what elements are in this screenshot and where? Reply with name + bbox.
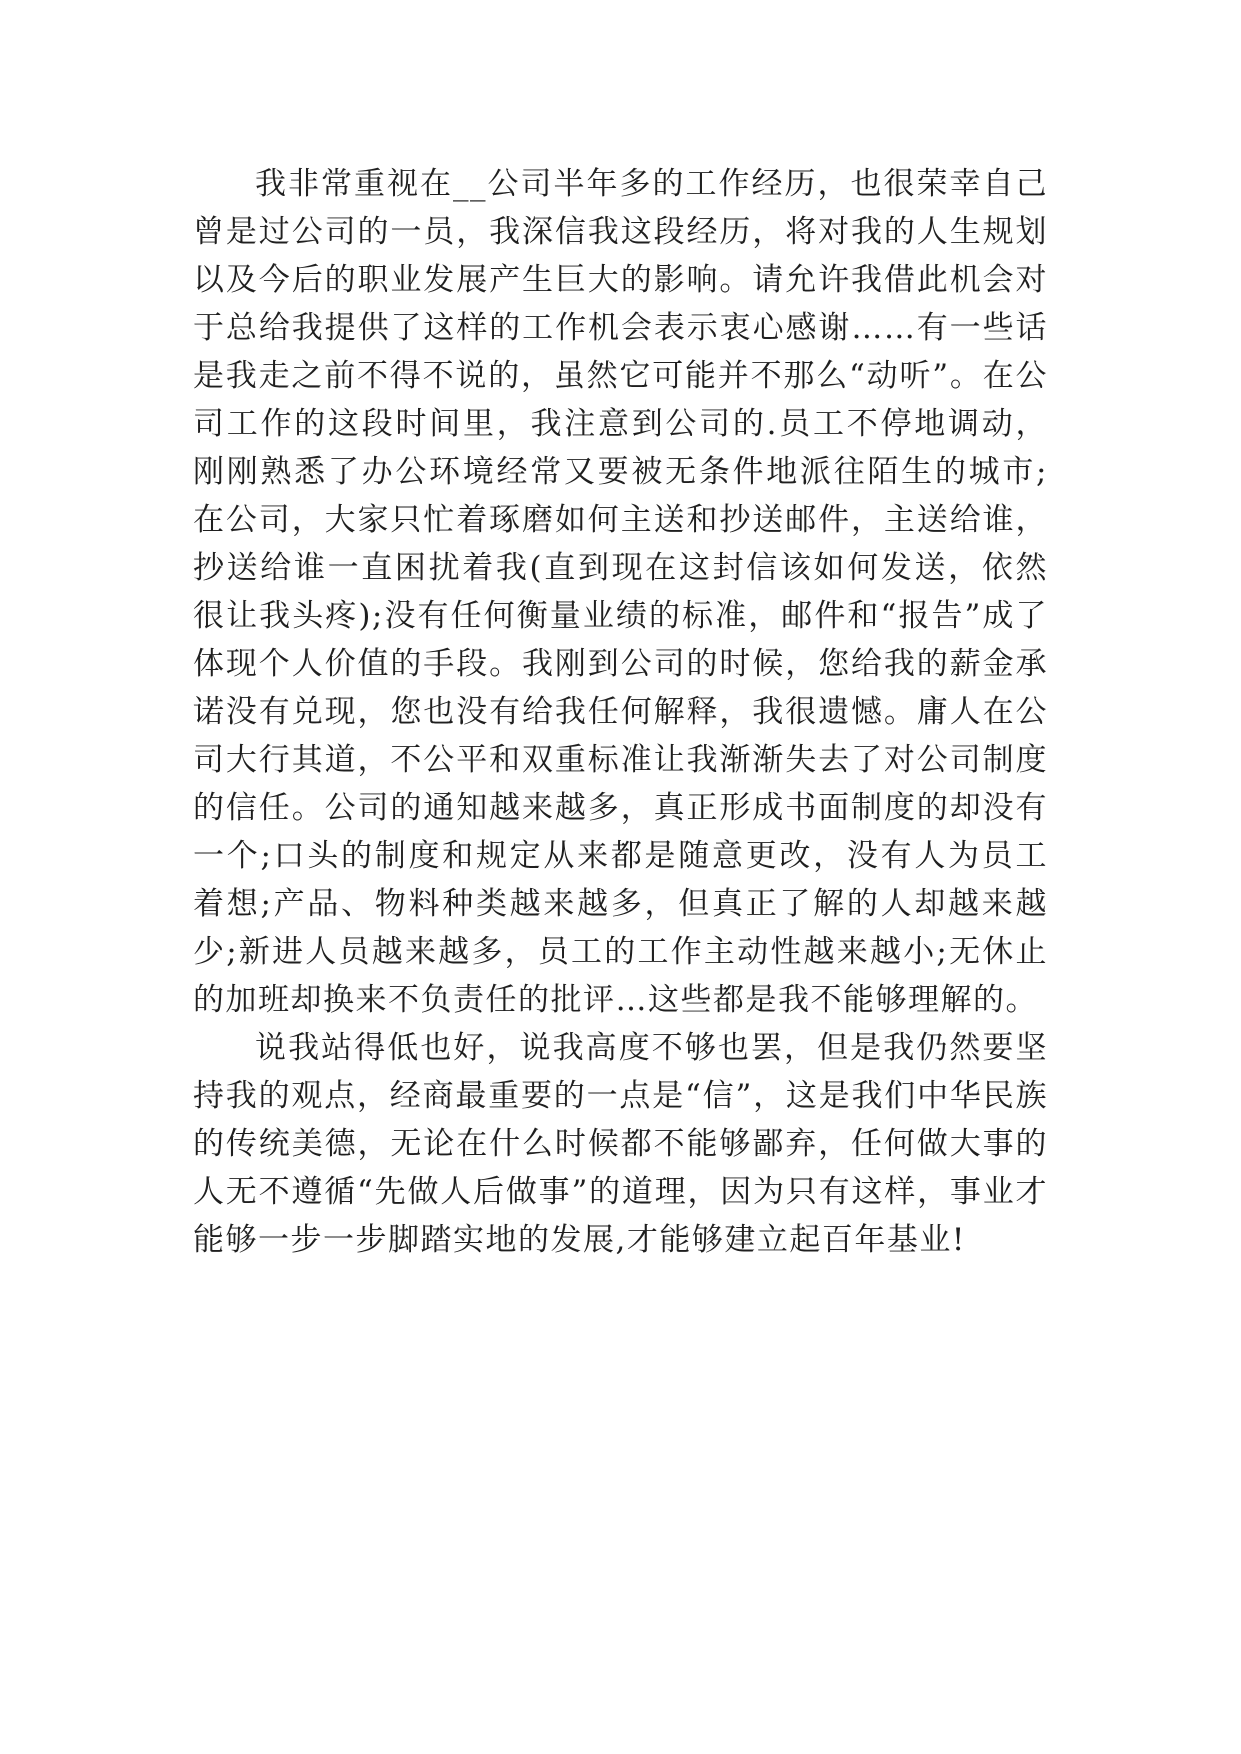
paragraph-1: 我非常重视在__公司半年多的工作经历，也很荣幸自己曾是过公司的一员，我深信我这段经历，将对我的人生规划以及今后的职业发展产生巨大的影响。请允许我借此机会对于总给我提供了这样的工作机会表示衷心感谢……有一些话是我走之前不得不说的，虽然它可能并不那么“动听”。在公司工作的这段时间里，我注意到公司的.员工不停地调动，刚刚熟悉了办公环境经常又要被无条件地派往陌生的城市;在公司，大家只忙着琢磨如何主送和抄送邮件，主送给谁，抄送给谁一直困扰着我(直到现在这封信该如何发送，依然很让我头疼);没有任何衡量业绩的标准，邮件和“报告”成了体现个人价值的手段。我刚到公司的时候，您给我的薪金承诺没有兑现，您也没有给我任何解释，我很遗憾。庸人在公司大行其道，不公平和双重标准让我渐渐失去了对公司制度的信任。公司的通知越来越多，真正形成书面制度的却没有一个;口头的制度和规定从来都是随意更改，没有人为员工着想;产品、物料种类越来越多，但真正了解的人却越来越少;新进人员越来越多，员工的工作主动性越来越小;无休止的加班却换来不负责任的批评…这些都是我不能够理解的。 — [193, 166, 1048, 1018]
document-body — [193, 160, 1048, 1264]
paragraph-2: 说我站得低也好，说我高度不够也罢，但是我仍然要坚持我的观点，经商最重要的一点是“信”，这是我们中华民族的传统美德，无论在什么时候都不能够鄙弃，任何做大事的人无不遵循“先做人后做事”的道理，因为只有这样，事业才能够一步一步脚踏实地的发展,才能够建立起百年基业! — [193, 1030, 1048, 1258]
